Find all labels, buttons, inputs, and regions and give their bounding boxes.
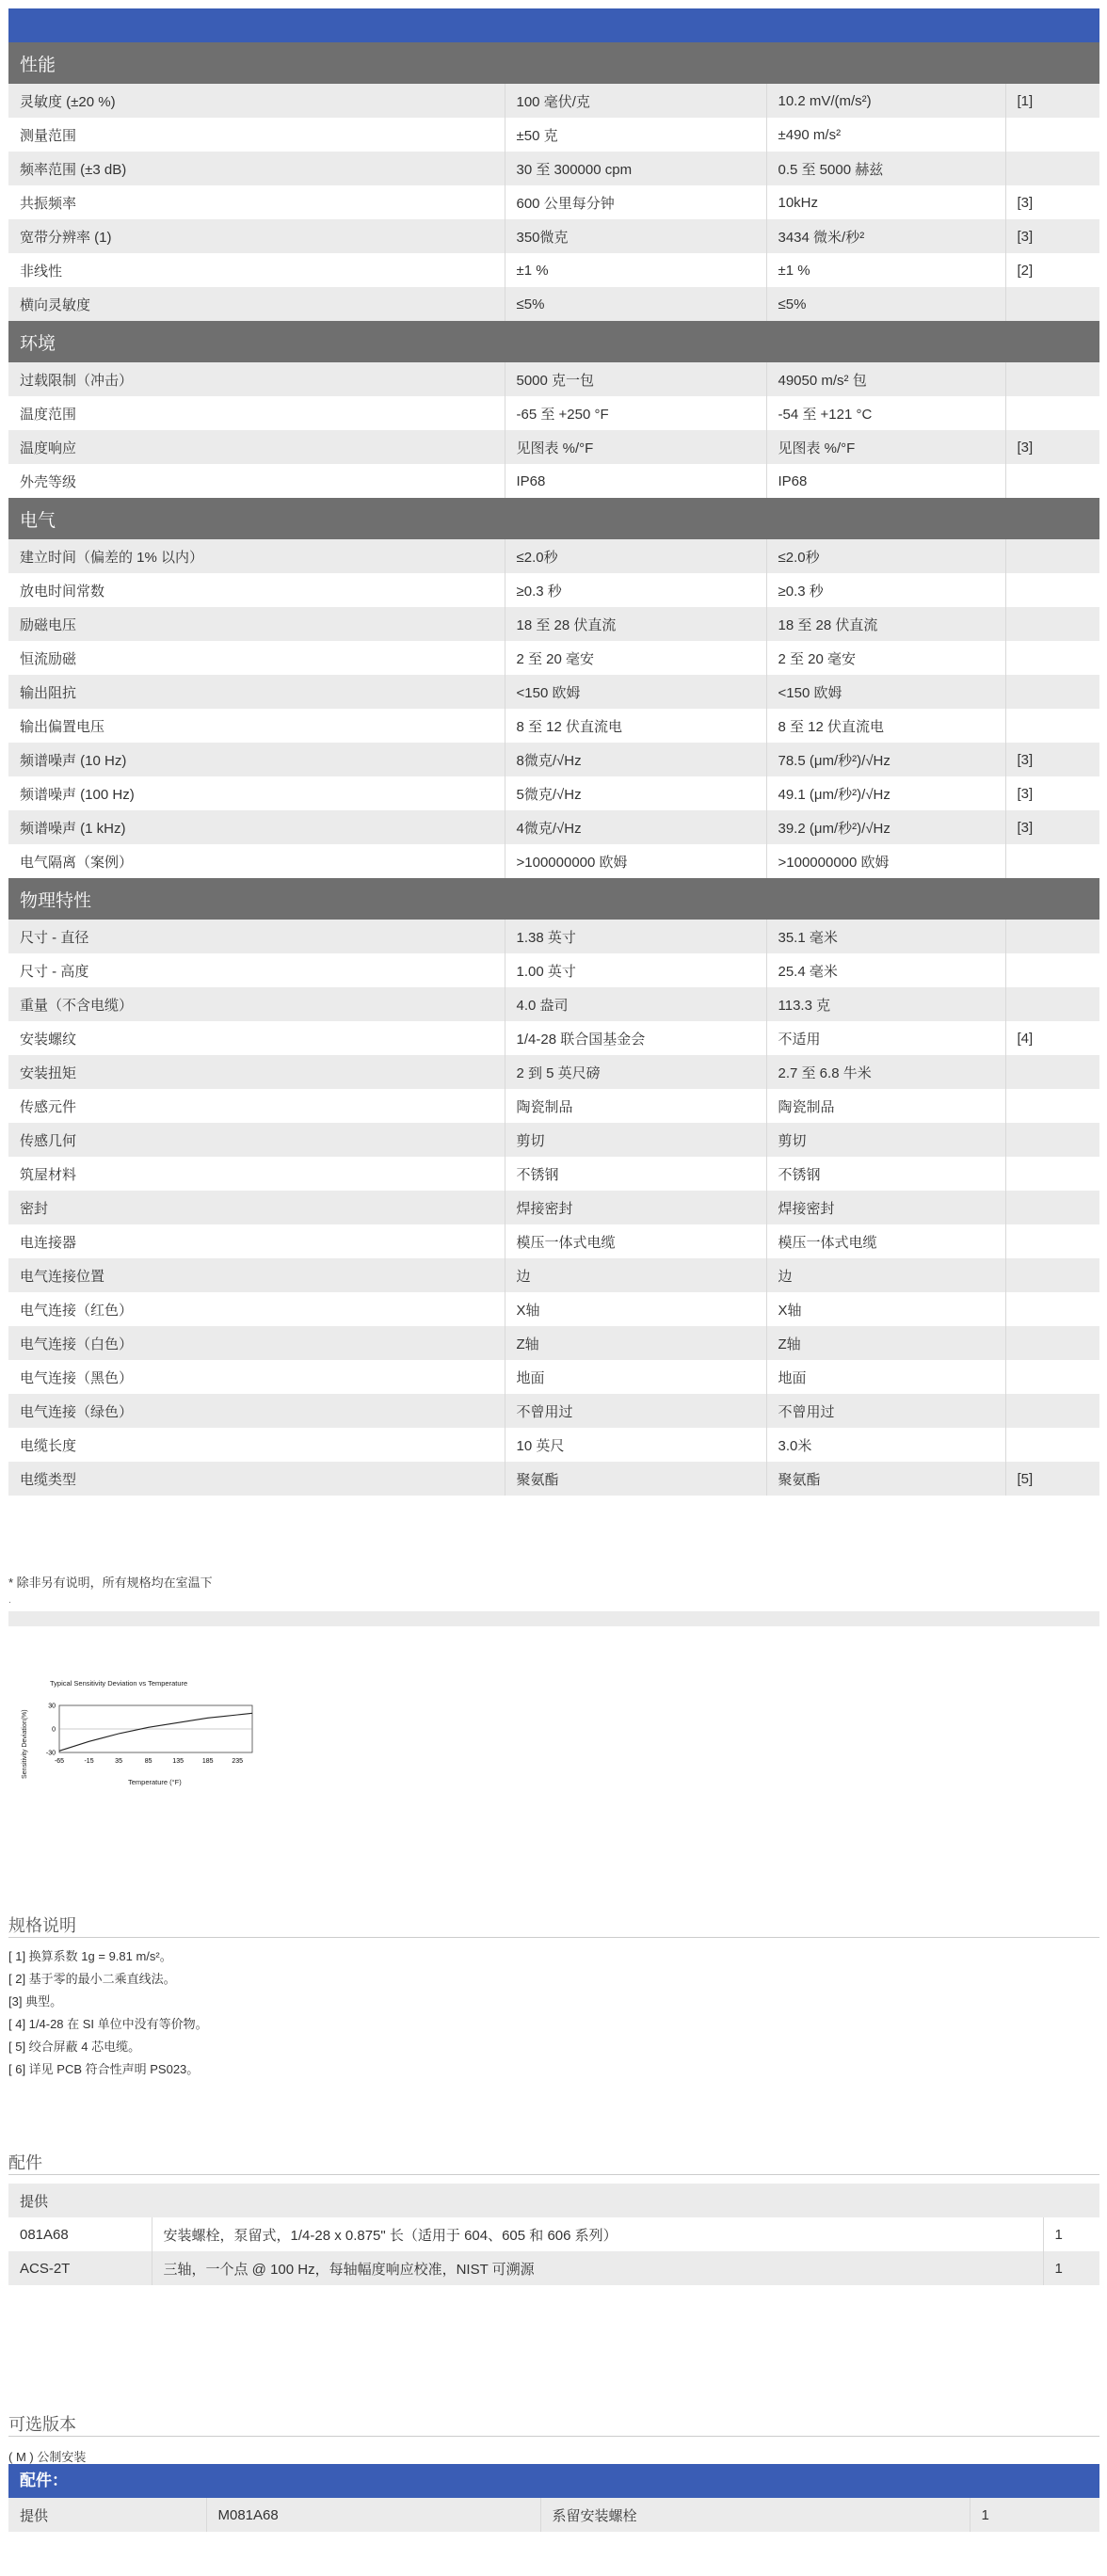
section-header bbox=[8, 878, 1099, 920]
chart-xlabel: Temperature (°F) bbox=[128, 1778, 182, 1786]
spec-label: 横向灵敏度 bbox=[8, 287, 505, 321]
spec-row bbox=[8, 1089, 1099, 1123]
spec-label: 电气隔离（案例） bbox=[8, 844, 505, 878]
option-cell: 系留安装螺栓 bbox=[540, 2498, 970, 2532]
spec-label: 宽带分辨率 (1) bbox=[8, 219, 505, 253]
spec-row bbox=[8, 1360, 1099, 1394]
spec-value-imperial: 600 公里每分钟 bbox=[505, 185, 766, 219]
spec-label: 电气连接（黑色） bbox=[8, 1360, 505, 1394]
spec-row bbox=[8, 709, 1099, 743]
chart-y-tick: 0 bbox=[52, 1726, 56, 1734]
spec-note-ref bbox=[1005, 1394, 1099, 1428]
spec-row bbox=[8, 1055, 1099, 1089]
spec-row bbox=[8, 920, 1099, 953]
spec-value-si: <150 欧姆 bbox=[766, 675, 1005, 709]
spec-row bbox=[8, 987, 1099, 1021]
accessory-model: 081A68 bbox=[8, 2217, 152, 2251]
spec-label: 过载限制（冲击） bbox=[8, 362, 505, 396]
spec-note-ref bbox=[1005, 1055, 1099, 1089]
spec-value-si: ≤5% bbox=[766, 287, 1005, 321]
spec-note-ref bbox=[1005, 1191, 1099, 1224]
spec-note-ref: [3] bbox=[1005, 430, 1099, 464]
spec-label: 重量（不含电缆） bbox=[8, 987, 505, 1021]
spec-note-ref bbox=[1005, 1258, 1099, 1292]
spec-label: 温度范围 bbox=[8, 396, 505, 430]
spec-value-si: 不锈钢 bbox=[766, 1157, 1005, 1191]
spec-value-imperial: >100000000 欧姆 bbox=[505, 844, 766, 878]
spec-value-si: 边 bbox=[766, 1258, 1005, 1292]
spec-value-imperial: ≥0.3 秒 bbox=[505, 573, 766, 607]
spec-value-si: 39.2 (μm/秒²)/√Hz bbox=[766, 810, 1005, 844]
option-cell: M081A68 bbox=[206, 2498, 540, 2532]
spec-row bbox=[8, 464, 1099, 498]
spec-note-ref: [3] bbox=[1005, 743, 1099, 776]
spec-note-ref: [2] bbox=[1005, 253, 1099, 287]
note-item: [ 2] 基于零的最小二乘直线法。 bbox=[8, 1972, 176, 1986]
spec-note-ref bbox=[1005, 607, 1099, 641]
note-item: [ 1] 换算系数 1g = 9.81 m/s²。 bbox=[8, 1949, 172, 1963]
spec-note-ref: [3] bbox=[1005, 776, 1099, 810]
spec-note-ref bbox=[1005, 844, 1099, 878]
accessory-description: 安装螺栓，泵留式，1/4-28 x 0.875" 长（适用于 604、605 和 606 系列） bbox=[152, 2217, 1043, 2251]
spec-value-imperial: ±50 克 bbox=[505, 118, 766, 152]
spec-value-imperial: 地面 bbox=[505, 1360, 766, 1394]
spec-label: 密封 bbox=[8, 1191, 505, 1224]
spec-note-ref bbox=[1005, 573, 1099, 607]
spec-note-ref bbox=[1005, 287, 1099, 321]
spec-value-si: 25.4 毫米 bbox=[766, 953, 1005, 987]
spec-note-ref bbox=[1005, 1089, 1099, 1123]
spec-row bbox=[8, 844, 1099, 878]
spec-value-si: ≤2.0秒 bbox=[766, 539, 1005, 573]
spec-value-imperial: 18 至 28 伏直流 bbox=[505, 607, 766, 641]
spec-row bbox=[8, 185, 1099, 219]
spec-value-si: 10kHz bbox=[766, 185, 1005, 219]
spec-label: 电气连接（红色） bbox=[8, 1292, 505, 1326]
spec-row bbox=[8, 253, 1099, 287]
spec-row bbox=[8, 1191, 1099, 1224]
spec-value-imperial: 8 至 12 伏直流电 bbox=[505, 709, 766, 743]
spec-label: 恒流励磁 bbox=[8, 641, 505, 675]
spec-value-si: 见图表 %/°F bbox=[766, 430, 1005, 464]
spec-label: 电缆长度 bbox=[8, 1428, 505, 1462]
spec-row bbox=[8, 1224, 1099, 1258]
spec-value-imperial: 4.0 盎司 bbox=[505, 987, 766, 1021]
spec-note-ref bbox=[1005, 1360, 1099, 1394]
options-bar: 配件： bbox=[8, 2464, 1099, 2498]
spec-value-imperial: 100 毫伏/克 bbox=[505, 84, 766, 118]
spec-note-ref bbox=[1005, 675, 1099, 709]
spec-row bbox=[8, 743, 1099, 776]
spec-row bbox=[8, 1326, 1099, 1360]
spec-label: 共振频率 bbox=[8, 185, 505, 219]
spec-value-imperial: 30 至 300000 cpm bbox=[505, 152, 766, 185]
spec-label: 电气连接（白色） bbox=[8, 1326, 505, 1360]
spec-value-si: 焊接密封 bbox=[766, 1191, 1005, 1224]
spec-row bbox=[8, 396, 1099, 430]
accessory-description: 三轴，一个点 @ 100 Hz，每轴幅度响应校准，NIST 可溯源 bbox=[152, 2251, 1043, 2285]
section-title: 电气 bbox=[8, 498, 1099, 539]
spec-value-imperial: -65 至 +250 °F bbox=[505, 396, 766, 430]
spec-row bbox=[8, 430, 1099, 464]
spec-note-ref: [3] bbox=[1005, 185, 1099, 219]
spec-value-si: 113.3 克 bbox=[766, 987, 1005, 1021]
spec-note-ref bbox=[1005, 1157, 1099, 1191]
spec-label: 电连接器 bbox=[8, 1224, 505, 1258]
spec-value-imperial: ±1 % bbox=[505, 253, 766, 287]
spec-value-imperial: 2 到 5 英尺磅 bbox=[505, 1055, 766, 1089]
spec-label: 电气连接（绿色） bbox=[8, 1394, 505, 1428]
spec-row bbox=[8, 118, 1099, 152]
spec-label: 频率范围 (±3 dB) bbox=[8, 152, 505, 185]
spec-value-si: 不适用 bbox=[766, 1021, 1005, 1055]
spec-value-imperial: 不曾用过 bbox=[505, 1394, 766, 1428]
options-title: 可选版本 bbox=[8, 2415, 76, 2434]
spec-value-si: 18 至 28 伏直流 bbox=[766, 607, 1005, 641]
option-cell: 提供 bbox=[8, 2498, 206, 2532]
spec-label: 电气连接位置 bbox=[8, 1258, 505, 1292]
spec-note-ref: [3] bbox=[1005, 810, 1099, 844]
options-label: ( M ) 公制安装 bbox=[8, 2450, 87, 2464]
spec-value-si: 剪切 bbox=[766, 1123, 1005, 1157]
spec-value-imperial: <150 欧姆 bbox=[505, 675, 766, 709]
spec-row bbox=[8, 641, 1099, 675]
spec-row bbox=[8, 953, 1099, 987]
spec-value-si: >100000000 欧姆 bbox=[766, 844, 1005, 878]
spec-value-imperial: 1/4-28 联合国基金会 bbox=[505, 1021, 766, 1055]
spec-note-ref: [5] bbox=[1005, 1462, 1099, 1496]
spec-row bbox=[8, 1258, 1099, 1292]
chart-x-tick: 35 bbox=[115, 1758, 122, 1765]
spec-value-si: 3434 微米/秒² bbox=[766, 219, 1005, 253]
chart-x-tick: 85 bbox=[144, 1758, 152, 1765]
spec-value-si: ≥0.3 秒 bbox=[766, 573, 1005, 607]
options-table bbox=[8, 2498, 1099, 2532]
spec-row bbox=[8, 539, 1099, 573]
spec-label: 尺寸 - 直径 bbox=[8, 920, 505, 953]
spec-value-imperial: 边 bbox=[505, 1258, 766, 1292]
spec-value-si: 3.0米 bbox=[766, 1428, 1005, 1462]
spec-value-imperial: 陶瓷制品 bbox=[505, 1089, 766, 1123]
spec-note-ref bbox=[1005, 362, 1099, 396]
spec-label: 温度响应 bbox=[8, 430, 505, 464]
spec-value-si: Z轴 bbox=[766, 1326, 1005, 1360]
spec-value-imperial: 剪切 bbox=[505, 1123, 766, 1157]
spec-value-si: -54 至 +121 °C bbox=[766, 396, 1005, 430]
spec-label: 励磁电压 bbox=[8, 607, 505, 641]
accessory-qty: 1 bbox=[1043, 2251, 1099, 2285]
section-header bbox=[8, 321, 1099, 362]
spec-note-ref bbox=[1005, 641, 1099, 675]
chart-y-tick: 30 bbox=[48, 1703, 56, 1710]
spec-row bbox=[8, 1123, 1099, 1157]
accessories-table bbox=[8, 2184, 1099, 2285]
section-title: 物理特性 bbox=[8, 878, 1099, 920]
spec-row bbox=[8, 362, 1099, 396]
spec-value-imperial: 5000 克一包 bbox=[505, 362, 766, 396]
spec-row bbox=[8, 219, 1099, 253]
spec-label: 建立时间（偏差的 1% 以内） bbox=[8, 539, 505, 573]
spec-value-si: ±490 m/s² bbox=[766, 118, 1005, 152]
spec-value-imperial: 4微克/√Hz bbox=[505, 810, 766, 844]
spec-note-ref bbox=[1005, 953, 1099, 987]
spec-row bbox=[8, 287, 1099, 321]
spec-row bbox=[8, 1462, 1099, 1496]
spec-value-imperial: Z轴 bbox=[505, 1326, 766, 1360]
spec-label: 放电时间常数 bbox=[8, 573, 505, 607]
spec-note-ref bbox=[1005, 1224, 1099, 1258]
accessory-model: ACS-2T bbox=[8, 2251, 152, 2285]
spec-label: 尺寸 - 高度 bbox=[8, 953, 505, 987]
spec-value-si: 35.1 毫米 bbox=[766, 920, 1005, 953]
spec-value-si: 49.1 (μm/秒²)/√Hz bbox=[766, 776, 1005, 810]
spec-value-imperial: 聚氨酯 bbox=[505, 1462, 766, 1496]
spec-value-si: 陶瓷制品 bbox=[766, 1089, 1005, 1123]
spec-row bbox=[8, 152, 1099, 185]
accessories-header: 提供 bbox=[8, 2184, 1099, 2217]
spec-value-imperial: ≤2.0秒 bbox=[505, 539, 766, 573]
spec-note-ref bbox=[1005, 1292, 1099, 1326]
spec-row bbox=[8, 1021, 1099, 1055]
spec-value-imperial: X轴 bbox=[505, 1292, 766, 1326]
spec-value-imperial: 焊接密封 bbox=[505, 1191, 766, 1224]
chart-title: Typical Sensitivity Deviation vs Temperature bbox=[50, 1679, 188, 1688]
spec-value-imperial: 模压一体式电缆 bbox=[505, 1224, 766, 1258]
spec-label: 筑屋材料 bbox=[8, 1157, 505, 1191]
note-item: [ 6] 详见 PCB 符合性声明 PS023。 bbox=[8, 2062, 200, 2076]
spec-value-si: 2 至 20 毫安 bbox=[766, 641, 1005, 675]
spec-note-ref bbox=[1005, 920, 1099, 953]
spec-row bbox=[8, 675, 1099, 709]
spec-label: 频谱噪声 (1 kHz) bbox=[8, 810, 505, 844]
spec-value-si: 10.2 mV/(m/s²) bbox=[766, 84, 1005, 118]
spec-value-imperial: ≤5% bbox=[505, 287, 766, 321]
section-title: 性能 bbox=[8, 42, 1099, 84]
accessory-qty: 1 bbox=[1043, 2217, 1099, 2251]
spec-label: 输出偏置电压 bbox=[8, 709, 505, 743]
chart-x-tick: 235 bbox=[232, 1758, 244, 1765]
notes-rule bbox=[8, 1937, 1099, 1938]
notes-list bbox=[8, 1945, 208, 2081]
spec-row bbox=[8, 776, 1099, 810]
spec-label: 传感几何 bbox=[8, 1123, 505, 1157]
note-item: [3] 典型。 bbox=[8, 1994, 63, 2008]
top-header-bar bbox=[8, 8, 1099, 42]
spec-note-ref bbox=[1005, 1326, 1099, 1360]
spec-row bbox=[8, 1394, 1099, 1428]
spec-note-ref: [1] bbox=[1005, 84, 1099, 118]
spec-row bbox=[8, 1157, 1099, 1191]
spec-value-imperial: 不锈钢 bbox=[505, 1157, 766, 1191]
spec-note-ref bbox=[1005, 709, 1099, 743]
spec-label: 频谱噪声 (10 Hz) bbox=[8, 743, 505, 776]
spec-note-ref: [3] bbox=[1005, 219, 1099, 253]
spec-label: 灵敏度 (±20 %) bbox=[8, 84, 505, 118]
spec-label: 外壳等级 bbox=[8, 464, 505, 498]
spec-value-si: 聚氨酯 bbox=[766, 1462, 1005, 1496]
spec-value-si: IP68 bbox=[766, 464, 1005, 498]
spec-value-imperial: 见图表 %/°F bbox=[505, 430, 766, 464]
chart-y-tick: -30 bbox=[45, 1750, 56, 1757]
chart-x-tick: 185 bbox=[201, 1758, 214, 1765]
spec-value-si: X轴 bbox=[766, 1292, 1005, 1326]
spec-value-si: 地面 bbox=[766, 1360, 1005, 1394]
spec-note-ref bbox=[1005, 987, 1099, 1021]
chart-ylabel: Sensitivity Deviation(%) bbox=[22, 1709, 28, 1779]
specifications-table bbox=[8, 42, 1099, 1496]
section-title: 环境 bbox=[8, 321, 1099, 362]
spec-value-si: 0.5 至 5000 赫兹 bbox=[766, 152, 1005, 185]
accessory-row bbox=[8, 2217, 1099, 2251]
spec-value-si: 模压一体式电缆 bbox=[766, 1224, 1005, 1258]
spec-value-si: 2.7 至 6.8 牛米 bbox=[766, 1055, 1005, 1089]
spec-note-ref bbox=[1005, 396, 1099, 430]
spec-label: 测量范围 bbox=[8, 118, 505, 152]
spec-label: 安装扭矩 bbox=[8, 1055, 505, 1089]
spec-label: 传感元件 bbox=[8, 1089, 505, 1123]
spec-value-si: 8 至 12 伏直流电 bbox=[766, 709, 1005, 743]
accessories-title: 配件 bbox=[8, 2153, 42, 2172]
spec-label: 非线性 bbox=[8, 253, 505, 287]
chart-series-line bbox=[59, 1713, 252, 1751]
footnote: * 除非另有说明，所有规格均在室温下 bbox=[8, 1576, 213, 1590]
note-item: [ 5] 绞合屏蔽 4 芯电缆。 bbox=[8, 2040, 141, 2054]
temperature-chart bbox=[17, 1677, 266, 1809]
dot-mark: . bbox=[8, 1595, 11, 1606]
chart-x-tick: -65 bbox=[54, 1758, 65, 1765]
spec-label: 安装螺纹 bbox=[8, 1021, 505, 1055]
spec-value-imperial: 2 至 20 毫安 bbox=[505, 641, 766, 675]
spec-note-ref bbox=[1005, 152, 1099, 185]
spec-note-ref bbox=[1005, 539, 1099, 573]
spec-row bbox=[8, 84, 1099, 118]
spec-row bbox=[8, 810, 1099, 844]
spec-value-imperial: 5微克/√Hz bbox=[505, 776, 766, 810]
accessories-rule bbox=[8, 2174, 1099, 2175]
spec-value-imperial: IP68 bbox=[505, 464, 766, 498]
accessory-row bbox=[8, 2251, 1099, 2285]
spec-row bbox=[8, 573, 1099, 607]
chart-x-tick: 135 bbox=[172, 1758, 184, 1765]
divider-strip bbox=[8, 1611, 1099, 1626]
section-header bbox=[8, 498, 1099, 539]
option-cell: 1 bbox=[970, 2498, 1099, 2532]
spec-value-imperial: 1.00 英寸 bbox=[505, 953, 766, 987]
options-rule bbox=[8, 2436, 1099, 2437]
spec-label: 输出阻抗 bbox=[8, 675, 505, 709]
spec-row bbox=[8, 607, 1099, 641]
chart-x-tick: -15 bbox=[84, 1758, 94, 1765]
spec-container bbox=[8, 8, 1099, 1496]
spec-note-ref: [4] bbox=[1005, 1021, 1099, 1055]
section-header bbox=[8, 42, 1099, 84]
spec-note-ref bbox=[1005, 118, 1099, 152]
spec-value-imperial: 1.38 英寸 bbox=[505, 920, 766, 953]
notes-title: 规格说明 bbox=[8, 1916, 76, 1935]
spec-value-si: 78.5 (μm/秒²)/√Hz bbox=[766, 743, 1005, 776]
spec-row bbox=[8, 1428, 1099, 1462]
spec-label: 电缆类型 bbox=[8, 1462, 505, 1496]
spec-note-ref bbox=[1005, 1123, 1099, 1157]
spec-value-si: 49050 m/s² 包 bbox=[766, 362, 1005, 396]
spec-value-si: ±1 % bbox=[766, 253, 1005, 287]
note-item: [ 4] 1/4-28 在 SI 单位中没有等价物。 bbox=[8, 2017, 208, 2031]
spec-value-si: 不曾用过 bbox=[766, 1394, 1005, 1428]
spec-value-imperial: 8微克/√Hz bbox=[505, 743, 766, 776]
spec-value-imperial: 350微克 bbox=[505, 219, 766, 253]
spec-note-ref bbox=[1005, 1428, 1099, 1462]
spec-label: 频谱噪声 (100 Hz) bbox=[8, 776, 505, 810]
spec-row bbox=[8, 1292, 1099, 1326]
spec-note-ref bbox=[1005, 464, 1099, 498]
spec-value-imperial: 10 英尺 bbox=[505, 1428, 766, 1462]
